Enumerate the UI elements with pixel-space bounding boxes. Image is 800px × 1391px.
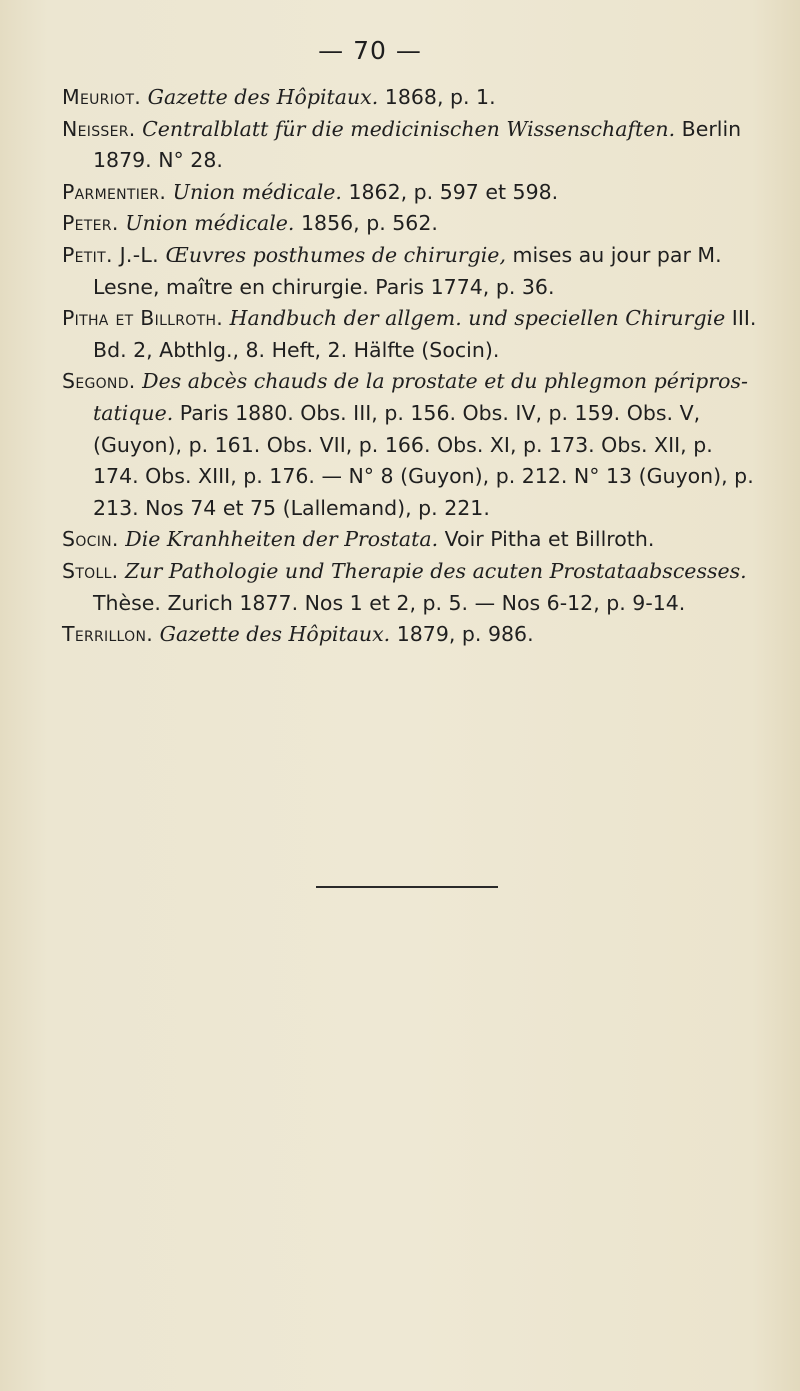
bibliography-entry xyxy=(62,82,762,114)
page-number: — 70 — xyxy=(318,36,422,65)
entry-title: Die Kranhheiten der Prostata. xyxy=(125,527,439,552)
end-rule xyxy=(316,886,498,888)
entry-details: Berlin 1879. N° 28. xyxy=(93,116,742,173)
entry-title: Zur Pathologie und Therapie des acuten Prostataabscesses. xyxy=(125,558,747,583)
entry-author: Socin. xyxy=(62,527,119,552)
bibliography-list xyxy=(62,82,762,651)
entry-details: 1856, p. 562. xyxy=(300,211,438,236)
bibliography-entry xyxy=(62,303,762,366)
entry-details: 1879, p. 986. xyxy=(396,622,534,647)
bibliography-entry xyxy=(62,619,762,651)
entry-title: Handbuch der allgem. und speciellen Chirurgie xyxy=(229,306,726,331)
entry-author: Petit. J.-L. xyxy=(62,242,159,267)
bibliography-entry xyxy=(62,524,762,556)
entry-details: Thèse. Zurich 1877. Nos 1 et 2, p. 5. — Nos 6-12, p. 9-14. xyxy=(93,590,686,615)
entry-details: Voir Pitha et Billroth. xyxy=(444,527,655,552)
bibliography-entry xyxy=(62,240,762,303)
entry-details: III. Bd. 2, Abthlg., 8. Heft, 2. Hälfte (Socin). xyxy=(93,306,757,362)
entry-author: Peter. xyxy=(62,211,119,236)
bibliography-entry xyxy=(62,556,762,619)
entry-title: Centralblatt für die medicinischen Wissenschaften. xyxy=(142,116,676,141)
entry-author: Pitha et Billroth. xyxy=(62,306,224,331)
entry-author: Terrillon. xyxy=(62,622,154,647)
entry-title: Des abcès chauds de la prostate et du phlegmon péripros-tatique. xyxy=(93,369,748,425)
entry-title: Union médicale. xyxy=(172,179,342,204)
entry-author: Neisser. xyxy=(62,116,136,141)
entry-title: Gazette des Hôpitaux. xyxy=(147,85,379,109)
bibliography-entry xyxy=(62,366,762,524)
entry-author: Parmentier. xyxy=(62,179,167,204)
entry-details: 1862, p. 597 et 598. xyxy=(348,179,559,204)
entry-title: Union médicale. xyxy=(125,211,295,236)
entry-author: Meuriot. xyxy=(62,85,142,109)
entry-author: Stoll. xyxy=(62,558,119,583)
bibliography-entry xyxy=(62,114,762,177)
entry-author: Segond. xyxy=(62,369,136,394)
entry-title: Œuvres posthumes de chirurgie, xyxy=(165,242,506,267)
entry-details: 1868, p. 1. xyxy=(384,85,496,109)
entry-details: Paris 1880. Obs. III, p. 156. Obs. IV, p. 159. Obs. V, (Guyon), p. 161. Obs. VII, p. 166. Obs. XI, p. 173. Obs. XII, p. 174. Obs. XIII, p. 176. — N° 8 (Guyon), p. 212. N° 13 (Guyon), p. 213. Nos 74 et 75 (Lallemand), p. 221. xyxy=(93,400,754,520)
entry-details: mises au jour par M. Lesne, maître en chirurgie. Paris 1774, p. 36. xyxy=(93,242,722,299)
entry-title: Gazette des Hôpitaux. xyxy=(159,622,391,647)
bibliography-entry xyxy=(62,177,762,209)
bibliography-entry xyxy=(62,208,762,240)
